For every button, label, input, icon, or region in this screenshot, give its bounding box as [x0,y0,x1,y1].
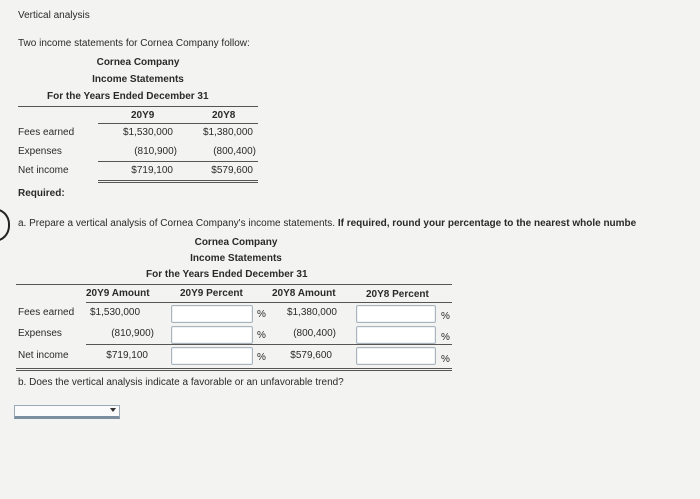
percent-symbol: % [257,309,266,320]
statement2-period: For the Years Ended December 31 [146,269,308,280]
divider [16,368,452,369]
amount-20y9: $719,100 [106,350,148,361]
statement1-period: For the Years Ended December 31 [47,91,209,102]
percent-20y8-input[interactable] [356,326,436,344]
page-title: Vertical analysis [18,10,90,21]
statement1-col-20y9: 20Y9 [131,110,155,121]
amount-20y8: $579,600 [290,350,332,361]
header-20y8-percent: 20Y8 Percent [366,289,429,300]
step-indicator-icon [0,208,10,242]
divider [86,344,452,345]
value-20y9: $719,100 [131,165,173,176]
amount-20y8: $1,380,000 [286,307,337,318]
divider [98,180,258,181]
row-label: Fees earned [18,127,75,138]
part-a-instruction: a. Prepare a vertical analysis of Cornea Company's income statements. If required, round your percentage to the nearest whole numbe [18,218,637,229]
row-label: Expenses [18,146,62,157]
row-label: Net income [18,165,69,176]
divider [86,302,452,303]
row-label: Fees earned [18,307,75,318]
percent-symbol: % [441,311,450,322]
divider [98,161,258,162]
row-label: Expenses [18,328,62,339]
chevron-down-icon [110,408,116,412]
value-20y9: $1,530,000 [122,127,173,138]
trend-dropdown[interactable] [14,405,120,419]
statement1-company: Cornea Company [96,57,180,68]
statement2-company: Cornea Company [194,237,278,248]
statement2-name: Income Statements [190,253,282,264]
divider [98,182,258,183]
amount-20y8: (800,400) [293,328,336,339]
required-label: Required: [18,188,65,199]
part-b-question: b. Does the vertical analysis indicate a favorable or an unfavorable trend? [18,377,344,388]
header-20y9-amount: 20Y9 Amount [86,288,150,299]
divider [16,284,452,285]
value-20y8: $1,380,000 [202,127,253,138]
percent-20y8-input[interactable] [356,305,436,323]
divider [18,106,258,107]
header-20y8-amount: 20Y8 Amount [272,288,336,299]
amount-20y9: (810,900) [111,328,154,339]
statement1-col-20y8: 20Y8 [212,110,236,121]
percent-symbol: % [257,352,266,363]
amount-20y9: $1,530,000 [90,307,141,318]
statement1-name: Income Statements [92,74,184,85]
divider [16,370,452,371]
percent-symbol: % [441,354,450,365]
percent-20y8-input[interactable] [356,347,436,365]
header-20y9-percent: 20Y9 Percent [180,288,243,299]
percent-symbol: % [257,330,266,341]
percent-symbol: % [441,332,450,343]
intro-text: Two income statements for Cornea Company follow: [18,38,250,49]
value-20y8: $579,600 [211,165,253,176]
percent-20y9-input[interactable] [171,326,253,344]
divider [98,123,258,124]
value-20y8: (800,400) [213,146,256,157]
percent-20y9-input[interactable] [171,305,253,323]
row-label: Net income [18,350,69,361]
value-20y9: (810,900) [134,146,177,157]
percent-20y9-input[interactable] [171,347,253,365]
